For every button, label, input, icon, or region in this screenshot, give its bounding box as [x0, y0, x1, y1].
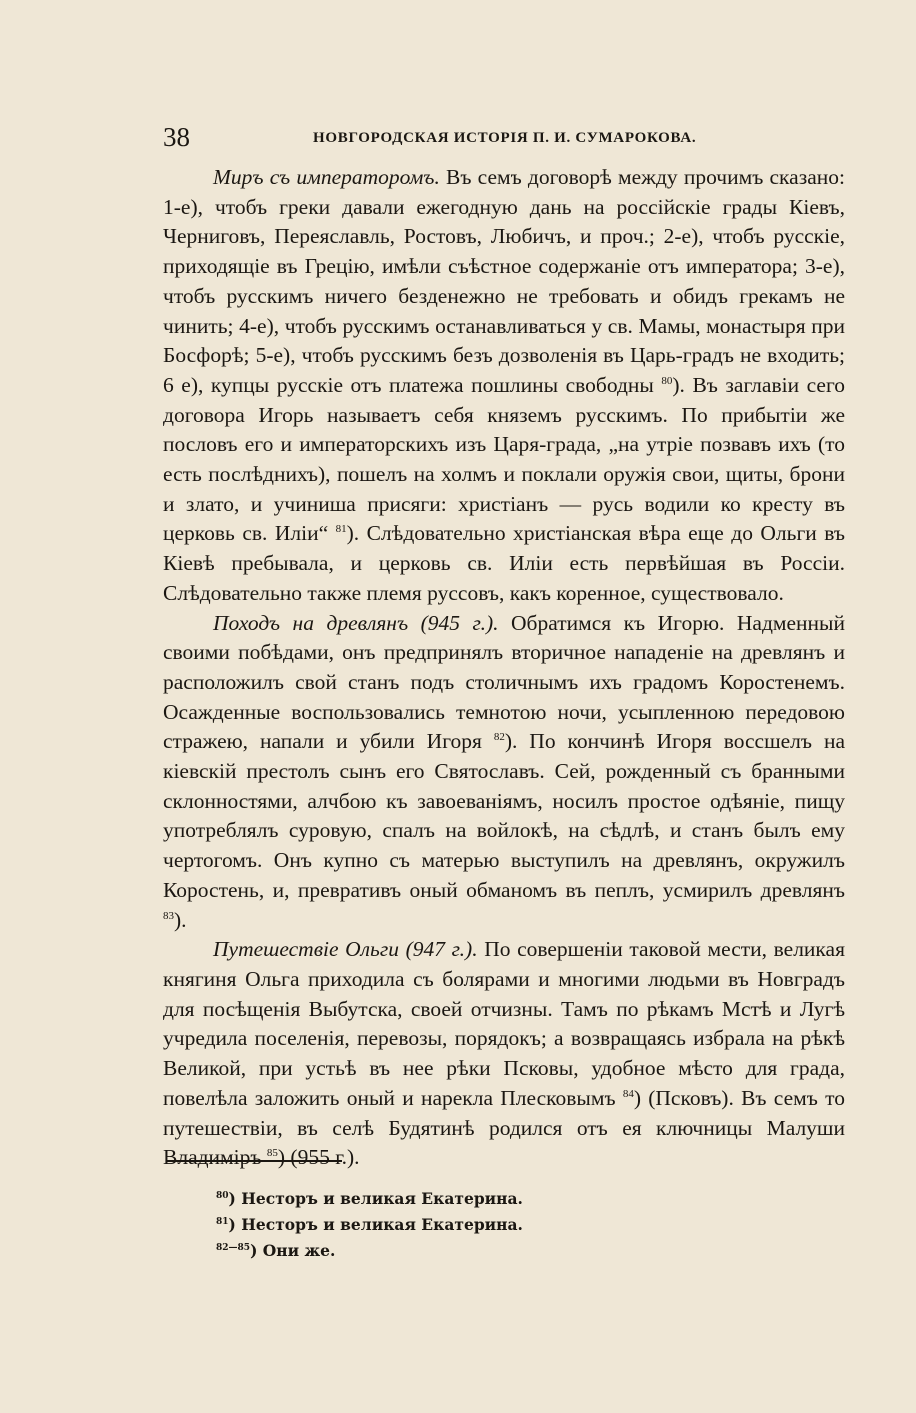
paragraph-text: Въ семъ договорѣ между прочимъ сказано: 1-е), чтобъ греки давали ежегодную дань на россійскіе грады Кіевъ, Черниговъ, Переяславль, Ростовъ, Любичъ, и проч.; 2-е), чтобъ русскіе, приходящіе въ Грецію, имѣли съѣстное содержаніе отъ императора; 3-е), чтобъ русскимъ ничего безденежно не требовать и обидъ грекамъ не чинить; 4-е), чтобъ русскимъ останавливаться у св. Мамы, монастыря при Босфорѣ; 5-е), чтобъ русскимъ безъ дозволенія въ Царь-градъ не входить; 6 е), купцы русскіе отъ платежа пошлины свободны — [163, 165, 845, 397]
footnote-divider — [166, 1160, 342, 1162]
page-number: 38 — [163, 122, 190, 152]
paragraph-text: Обратимся къ Игорю. Надменный своими побѣдами, онъ предпринялъ вторичное нападеніе на древлянъ и расположилъ свой станъ подъ столичнымъ ихъ градомъ Коростенемъ. Осажденные воспользовались темнотою ночи, усыпленною передовою стражею, напали и убили Игоря — [163, 610, 845, 754]
footnote-text: ) Они же. — [250, 1241, 336, 1260]
main-text — [163, 163, 845, 1173]
footnote-text: ) Несторъ и великая Екатерина. — [228, 1215, 523, 1234]
section-heading: Походъ на древлянъ (945 г.). — [213, 610, 499, 635]
footnote-ref: 83 — [163, 909, 174, 922]
paragraph-text: ) (Псковъ). Въ семъ то путешествіи, въ селѣ Будятинѣ родился отъ ея ключницы Малуши Владиміръ — [163, 1085, 845, 1170]
paragraph-text: ). — [174, 907, 187, 932]
footnote — [216, 1212, 523, 1238]
section-heading: Путешествіе Ольги (947 г.). — [213, 937, 478, 962]
footnote-ref: 81 — [335, 523, 347, 536]
footnote-number: 80 — [216, 1190, 229, 1201]
paragraph-olga-journey — [163, 935, 845, 1173]
footnote-text: ) Несторъ и великая Екатерина. — [228, 1189, 523, 1208]
paragraph-peace-with-emperor — [163, 163, 845, 609]
footnotes — [216, 1186, 523, 1264]
section-heading: Миръ съ императоромъ. — [213, 165, 440, 189]
footnote-ref: 80 — [661, 374, 673, 387]
footnote-number: 81 — [216, 1216, 229, 1227]
paragraph-text: По совершеніи таковой мести, великая княгиня Ольга приходила съ болярами и многими людьми въ Новградъ для посѣщенія Выбутска, своей отчизны. Тамъ по рѣкамъ Мстѣ и Лугѣ учредила поселенія, перевозы, порядокъ; а возвращаясь избрала на рѣкѣ Великой, при устьѣ въ нее рѣки Псковы, удобное мѣсто для града, повелѣла заложить оный и нарекла Плесковымъ — [163, 937, 845, 1110]
running-head: НОВГОРОДСКАЯ ИСТОРІЯ П. И. СУМАРОКОВА. — [313, 130, 697, 146]
footnote — [216, 1238, 523, 1264]
footnote-ref: 82 — [493, 731, 505, 744]
footnote-ref: 85 — [266, 1147, 278, 1160]
footnote — [216, 1186, 523, 1212]
paragraph-text: ) (955 г.). — [277, 1145, 360, 1170]
paragraph-text: ). Въ заглавіи сего договора Игорь называетъ себя княземъ русскимъ. По прибытіи же пословъ его и императорскихъ изъ Царя-града, „на утріе позвавъ ихъ (то есть послѣднихъ), пошелъ на холмъ и поклали оружія свои, щиты, брони и злато, и учиниша присяги: христіанъ — русь водили ко кресту въ церковь св. Иліи“ — [163, 372, 845, 546]
paragraph-text: ). Слѣдовательно христіанская вѣра еще до Ольги въ Кіевѣ пребывала, и церковь св. Иліи есть первѣйшая въ Россіи. Слѣдовательно также племя руссовъ, какъ коренное, существовало. — [163, 521, 845, 605]
page-header — [163, 120, 845, 156]
paragraph-campaign-drevlians — [163, 609, 845, 936]
footnote-ref: 84 — [622, 1087, 634, 1100]
footnote-number: 82—85 — [216, 1242, 251, 1253]
paragraph-text: ). По кончинѣ Игоря воссшелъ на кіевскій престолъ сынъ его Святославъ. Сей, рожденный съ бранными склонностями, алчбою къ завоеваніямъ, носилъ простое одѣяніе, пищу употреблялъ суровую, спалъ на войлокѣ, на сѣдлѣ, и станъ былъ ему чертогомъ. Онъ купно съ матерью выступилъ на древлянъ, окружилъ Коростень, и, превративъ оный обманомъ въ пеплъ, усмирилъ древлянъ — [163, 729, 845, 902]
